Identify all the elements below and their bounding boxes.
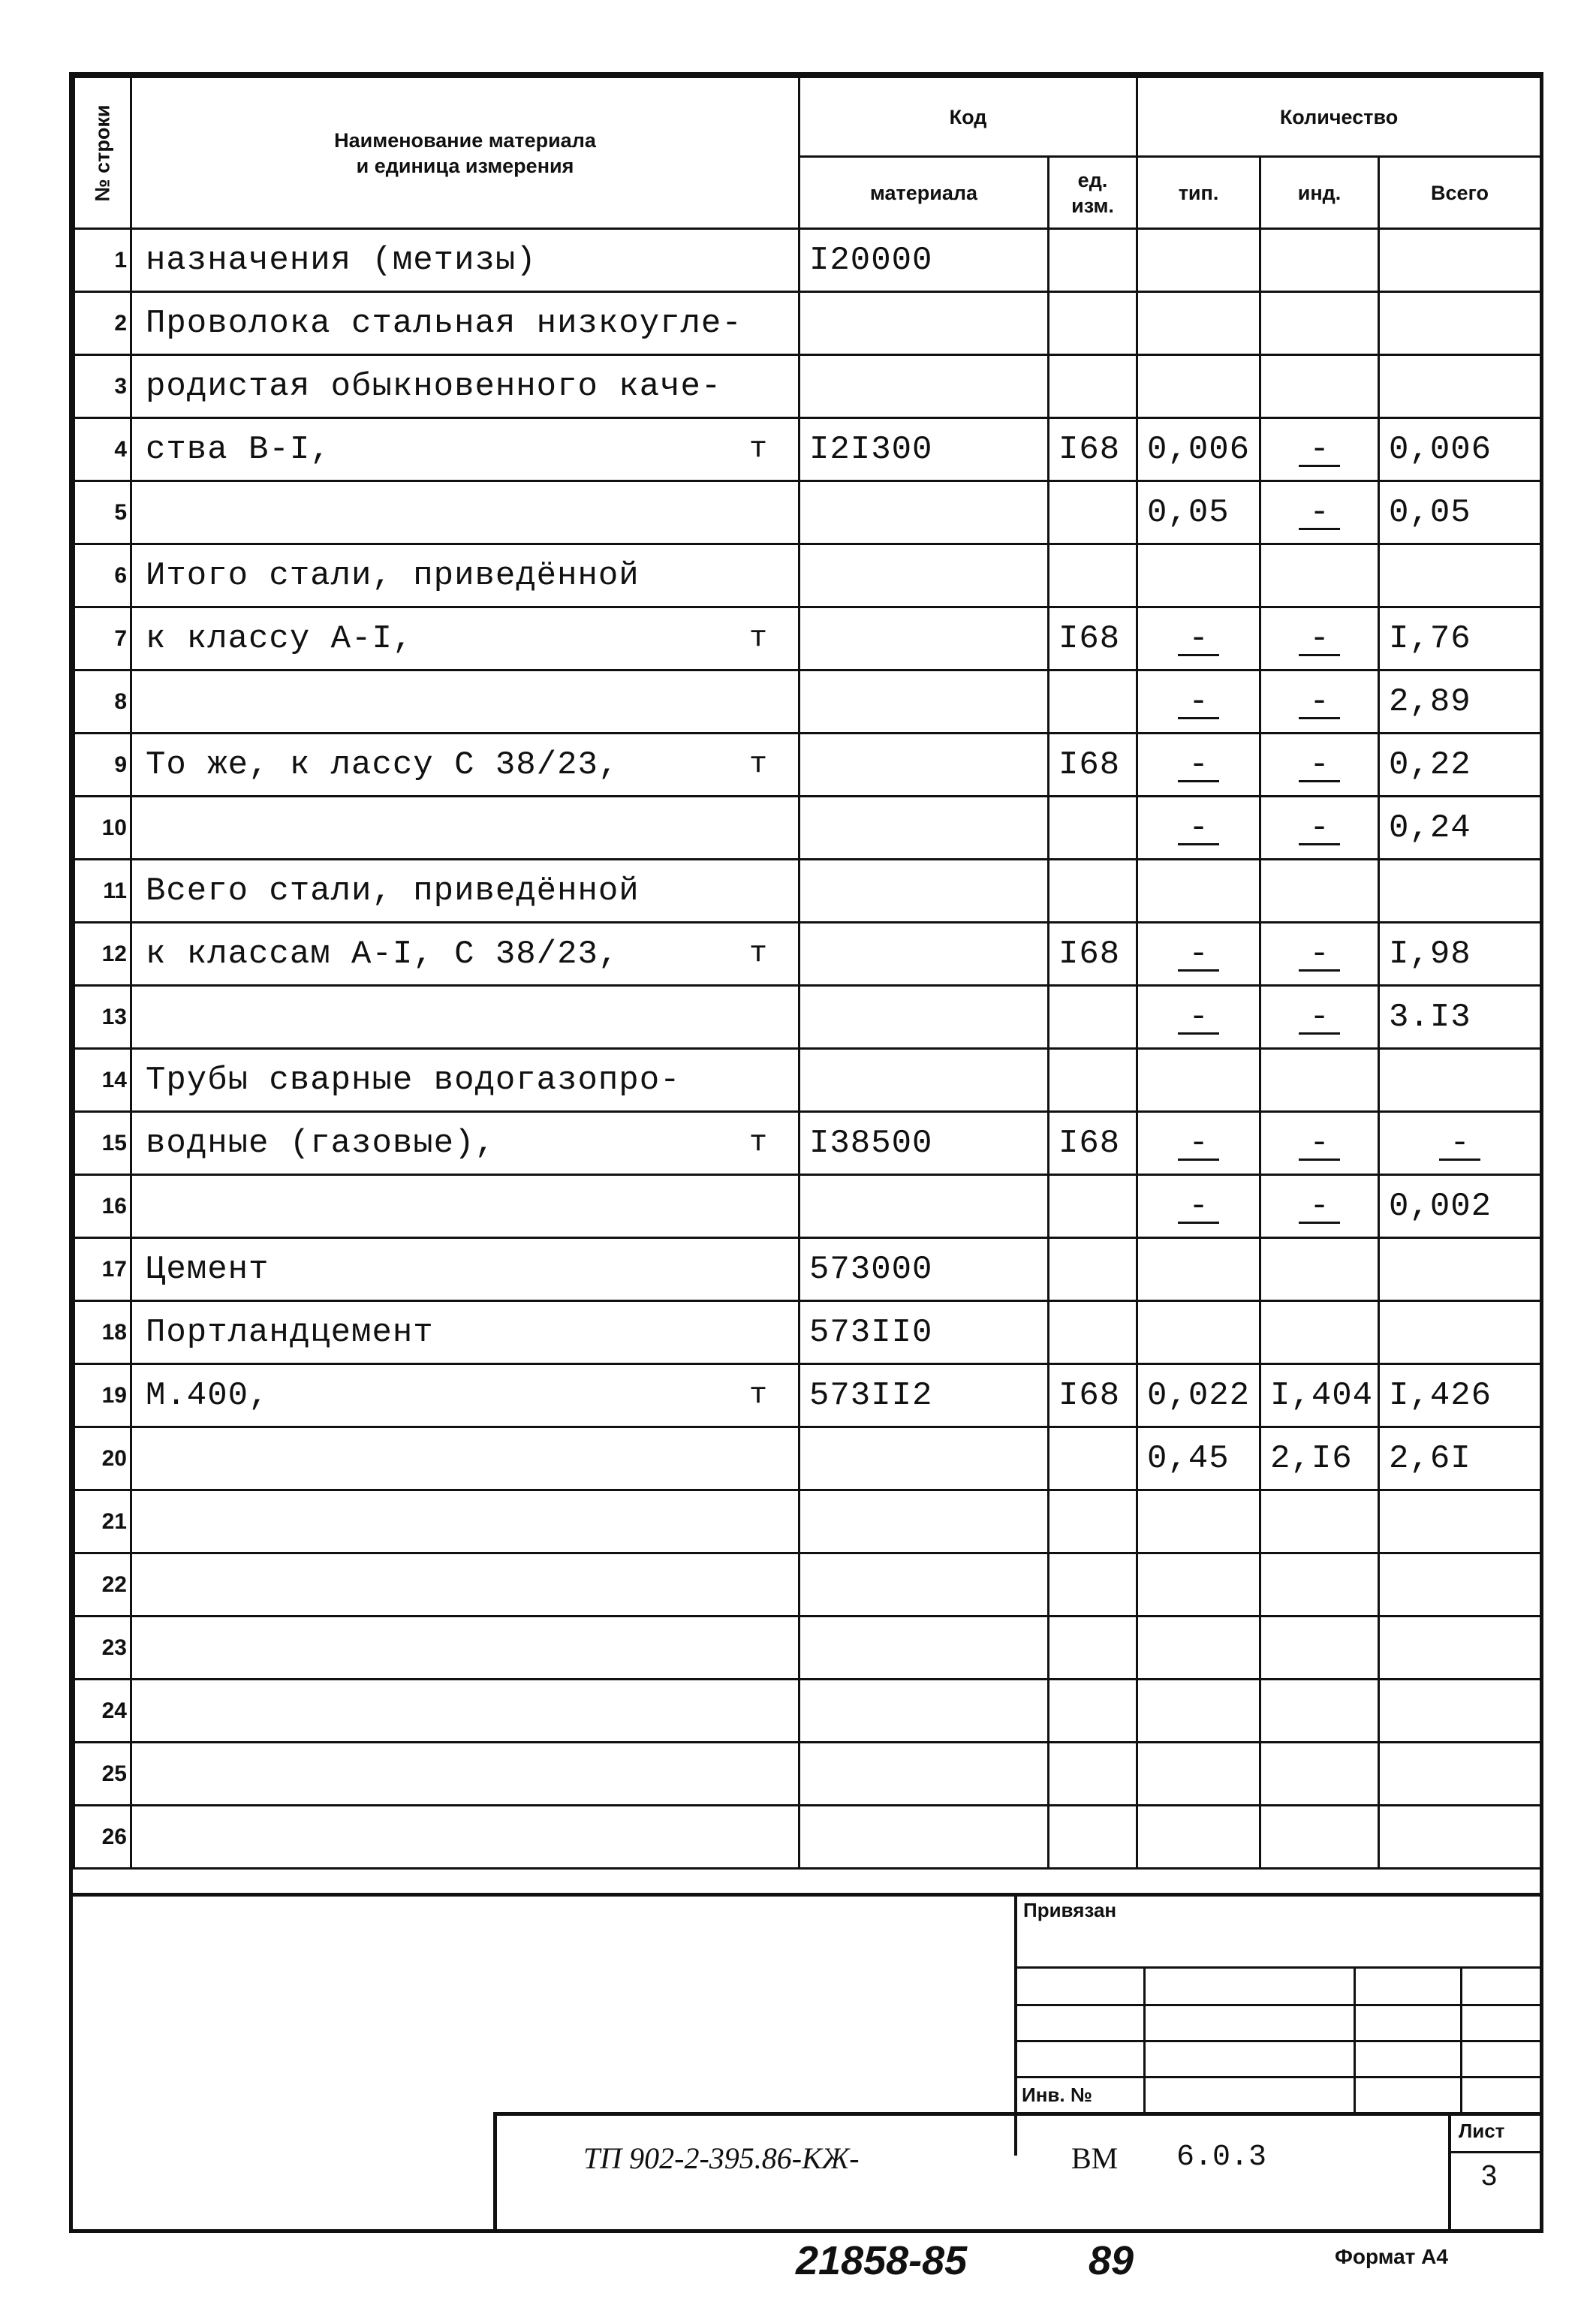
- table-row: [74, 1617, 1541, 1680]
- material-name: Всего стали, приведённой: [131, 860, 800, 923]
- typ-quantity: [1137, 1743, 1260, 1806]
- typ-quantity: [1137, 670, 1260, 734]
- dash-mark: -: [1299, 1192, 1339, 1224]
- total-quantity: [1379, 1680, 1541, 1743]
- ind-quantity: 2,I6: [1260, 1427, 1379, 1490]
- dash-mark: -: [1178, 624, 1218, 656]
- unit-code: [1049, 986, 1137, 1049]
- ind-quantity: [1260, 1238, 1379, 1301]
- section-number: 6.0.3: [1176, 2141, 1267, 2174]
- material-code: I38500: [800, 1112, 1049, 1175]
- table-row: [74, 1238, 1541, 1301]
- typ-quantity: [1137, 544, 1260, 607]
- typ-quantity: [1137, 860, 1260, 923]
- page-number: 89: [1089, 2238, 1134, 2283]
- row-number: 25: [74, 1743, 131, 1806]
- material-code: [800, 860, 1049, 923]
- total-quantity: [1379, 544, 1541, 607]
- unit-code: [1049, 1490, 1137, 1553]
- material-code: [800, 607, 1049, 670]
- unit-t-label: т: [748, 1126, 768, 1160]
- table-row: [74, 1743, 1541, 1806]
- dash-mark: -: [1299, 435, 1339, 467]
- typ-quantity: [1137, 1301, 1260, 1364]
- title-block-top-line: [73, 1893, 1540, 1897]
- ind-quantity: [1260, 544, 1379, 607]
- unit-code: I68: [1049, 734, 1137, 797]
- total-quantity: [1379, 229, 1541, 292]
- material-code: [800, 544, 1049, 607]
- total-quantity: [1379, 292, 1541, 355]
- total-quantity: 0,002: [1379, 1175, 1541, 1238]
- table-row: [74, 797, 1541, 860]
- row-number: 3: [74, 355, 131, 418]
- material-name: Цемент: [131, 1238, 800, 1301]
- table-row: [74, 1553, 1541, 1617]
- total-quantity: [1379, 1806, 1541, 1869]
- typ-quantity: 0,05: [1137, 481, 1260, 544]
- unit-code: [1049, 481, 1137, 544]
- table-row: [74, 292, 1541, 355]
- total-quantity: [1379, 355, 1541, 418]
- row-number-header: № строки: [74, 77, 131, 229]
- row-number: 9: [74, 734, 131, 797]
- material-code: [800, 1427, 1049, 1490]
- material-name: назначения (метизы): [131, 229, 800, 292]
- ind-quantity: [1260, 1806, 1379, 1869]
- unit-code: [1049, 1680, 1137, 1743]
- typ-quantity: [1137, 1112, 1260, 1175]
- sheet-label: Лист: [1459, 2120, 1505, 2142]
- table-row: [74, 1427, 1541, 1490]
- material-name: Портландцемент: [131, 1301, 800, 1364]
- total-quantity: 0,24: [1379, 797, 1541, 860]
- vm-label: ВМ: [1071, 2141, 1119, 2175]
- total-quantity: [1379, 1238, 1541, 1301]
- dash-mark: -: [1178, 939, 1218, 972]
- ind-quantity: [1260, 292, 1379, 355]
- document-sheet: [69, 72, 1543, 2233]
- material-name: [131, 1680, 800, 1743]
- ind-quantity: [1260, 670, 1379, 734]
- material-name-text: То же, к лассу С 38/23,: [146, 746, 619, 784]
- unit-code: [1049, 797, 1137, 860]
- material-name: [131, 1490, 800, 1553]
- material-code: I2I300: [800, 418, 1049, 481]
- total-quantity: 2,6I: [1379, 1427, 1541, 1490]
- total-quantity: 3.I3: [1379, 986, 1541, 1049]
- material-name: [131, 607, 800, 670]
- table-row: [74, 923, 1541, 986]
- material-name: [131, 418, 800, 481]
- total-header: Всего: [1379, 157, 1541, 229]
- privyazan-label: Привязан: [1023, 1899, 1117, 1921]
- ind-quantity: [1260, 986, 1379, 1049]
- material-name: [131, 923, 800, 986]
- table-row: [74, 481, 1541, 544]
- dash-mark: -: [1178, 1002, 1218, 1035]
- material-code: [800, 1049, 1049, 1112]
- dash-mark: -: [1439, 1128, 1480, 1161]
- material-name: [131, 734, 800, 797]
- material-name: [131, 481, 800, 544]
- typ-quantity: [1137, 1490, 1260, 1553]
- ind-header: инд.: [1260, 157, 1379, 229]
- material-code: [800, 1175, 1049, 1238]
- unit-code: [1049, 544, 1137, 607]
- typ-quantity: [1137, 355, 1260, 418]
- material-code: 573000: [800, 1238, 1049, 1301]
- ind-quantity: [1260, 1175, 1379, 1238]
- unit-code: I68: [1049, 1112, 1137, 1175]
- dash-mark: -: [1178, 813, 1218, 845]
- material-code: [800, 986, 1049, 1049]
- material-code: [800, 1806, 1049, 1869]
- unit-code: [1049, 355, 1137, 418]
- sheet-box-divider: [1448, 2151, 1540, 2153]
- sheet-box-left: [1448, 2112, 1451, 2232]
- row-number: 5: [74, 481, 131, 544]
- typ-quantity: [1137, 1553, 1260, 1617]
- typ-quantity: [1137, 292, 1260, 355]
- row-number: 4: [74, 418, 131, 481]
- row-number: 1: [74, 229, 131, 292]
- ind-quantity: [1260, 734, 1379, 797]
- dash-mark: -: [1178, 750, 1218, 782]
- typ-quantity: [1137, 1049, 1260, 1112]
- ind-quantity: [1260, 1490, 1379, 1553]
- inv-number-label: Инв. №: [1022, 2084, 1092, 2106]
- material-code: [800, 1680, 1049, 1743]
- table-row: [74, 1301, 1541, 1364]
- total-quantity: 0,22: [1379, 734, 1541, 797]
- row-number: 8: [74, 670, 131, 734]
- material-name: Проволока стальная низкоугле-: [131, 292, 800, 355]
- row-number: 22: [74, 1553, 131, 1617]
- document-code: ТП 902-2-395.86-КЖ-: [583, 2141, 860, 2175]
- ind-quantity: [1260, 607, 1379, 670]
- typ-quantity: [1137, 734, 1260, 797]
- unit-code: [1049, 1049, 1137, 1112]
- title-block-main-left: [493, 2112, 497, 2232]
- total-quantity: [1379, 860, 1541, 923]
- dash-mark: -: [1299, 498, 1339, 530]
- unit-code: [1049, 1617, 1137, 1680]
- title-block-main-line: [493, 2112, 1540, 2116]
- row-number: 20: [74, 1427, 131, 1490]
- sheet-number: 3: [1481, 2160, 1498, 2192]
- row-number: 21: [74, 1490, 131, 1553]
- typ-quantity: [1137, 607, 1260, 670]
- format-label: Формат А4: [1335, 2245, 1448, 2268]
- typ-quantity: [1137, 1806, 1260, 1869]
- typ-quantity: [1137, 1175, 1260, 1238]
- unit-header: ед. изм.: [1049, 157, 1137, 229]
- code-header: Код: [800, 77, 1137, 157]
- material-name: [131, 670, 800, 734]
- unit-code: [1049, 860, 1137, 923]
- dash-mark: -: [1299, 1002, 1339, 1035]
- dash-mark: -: [1299, 813, 1339, 845]
- table-row: [74, 1175, 1541, 1238]
- typ-quantity: 0,45: [1137, 1427, 1260, 1490]
- table-row: [74, 1049, 1541, 1112]
- unit-t-label: т: [748, 1378, 768, 1412]
- total-quantity: 0,05: [1379, 481, 1541, 544]
- material-name: [131, 1175, 800, 1238]
- dash-mark: -: [1178, 1192, 1218, 1224]
- material-code: [800, 1617, 1049, 1680]
- ind-quantity: [1260, 481, 1379, 544]
- ind-quantity: [1260, 1301, 1379, 1364]
- ind-quantity: [1260, 1553, 1379, 1617]
- material-code-header: материала: [800, 157, 1049, 229]
- material-name: родистая обыкновенного каче-: [131, 355, 800, 418]
- row-number: 24: [74, 1680, 131, 1743]
- unit-code: [1049, 670, 1137, 734]
- row-number: 13: [74, 986, 131, 1049]
- typ-quantity: [1137, 986, 1260, 1049]
- material-name-text: ства В-I,: [146, 430, 331, 469]
- unit-code: [1049, 1238, 1137, 1301]
- table-row: [74, 607, 1541, 670]
- material-name: [131, 1806, 800, 1869]
- row-number: 17: [74, 1238, 131, 1301]
- typ-quantity: [1137, 1680, 1260, 1743]
- unit-code: [1049, 1806, 1137, 1869]
- dash-mark: -: [1299, 687, 1339, 719]
- total-quantity: [1379, 1743, 1541, 1806]
- row-number: 26: [74, 1806, 131, 1869]
- table-row: [74, 1806, 1541, 1869]
- unit-code: [1049, 1427, 1137, 1490]
- material-name-text: к классам А-I, С 38/23,: [146, 935, 619, 973]
- unit-t-label: т: [748, 432, 768, 466]
- title-block-vline-1: [1143, 1966, 1146, 2112]
- table-row: [74, 1364, 1541, 1427]
- table-row: [74, 229, 1541, 292]
- unit-code: [1049, 1553, 1137, 1617]
- row-number: 11: [74, 860, 131, 923]
- total-quantity: [1379, 1490, 1541, 1553]
- unit-code: I68: [1049, 923, 1137, 986]
- material-code: [800, 1743, 1049, 1806]
- total-quantity: I,76: [1379, 607, 1541, 670]
- ind-quantity: [1260, 1112, 1379, 1175]
- title-block-divider: [1014, 1893, 1017, 2156]
- table-row: [74, 734, 1541, 797]
- material-name-text: М.400,: [146, 1376, 270, 1415]
- table-row: [74, 986, 1541, 1049]
- ind-quantity: [1260, 1680, 1379, 1743]
- total-quantity: [1379, 1553, 1541, 1617]
- ind-quantity: I,404: [1260, 1364, 1379, 1427]
- material-name-header: Наименование материала и единица измерения: [131, 77, 800, 229]
- material-name: [131, 1553, 800, 1617]
- unit-code: I68: [1049, 607, 1137, 670]
- row-number: 12: [74, 923, 131, 986]
- ind-quantity: [1260, 1617, 1379, 1680]
- material-code: I20000: [800, 229, 1049, 292]
- material-name-text: к классу А-I,: [146, 619, 414, 658]
- material-name: Трубы сварные водогазопро-: [131, 1049, 800, 1112]
- ind-quantity: [1260, 1743, 1379, 1806]
- unit-t-label: т: [748, 937, 768, 971]
- typ-quantity: [1137, 1238, 1260, 1301]
- ind-quantity: [1260, 923, 1379, 986]
- table-row: [74, 1112, 1541, 1175]
- material-code: [800, 1490, 1049, 1553]
- unit-code: [1049, 1175, 1137, 1238]
- table-row: [74, 1490, 1541, 1553]
- typ-quantity: 0,022: [1137, 1364, 1260, 1427]
- total-quantity: [1379, 1049, 1541, 1112]
- ind-quantity: [1260, 1049, 1379, 1112]
- typ-quantity: [1137, 1617, 1260, 1680]
- row-number: 23: [74, 1617, 131, 1680]
- ind-quantity: [1260, 355, 1379, 418]
- material-code: 573II2: [800, 1364, 1049, 1427]
- material-code: [800, 923, 1049, 986]
- table-row: [74, 544, 1541, 607]
- unit-code: [1049, 229, 1137, 292]
- total-quantity: 0,006: [1379, 418, 1541, 481]
- material-code: [800, 292, 1049, 355]
- material-name: [131, 797, 800, 860]
- table-row: [74, 1680, 1541, 1743]
- unit-t-label: т: [748, 622, 768, 655]
- table-row: [74, 418, 1541, 481]
- total-quantity: [1379, 1617, 1541, 1680]
- material-name: [131, 1427, 800, 1490]
- table-row: [74, 355, 1541, 418]
- typ-header: тип.: [1137, 157, 1260, 229]
- dash-mark: -: [1178, 687, 1218, 719]
- unit-code: [1049, 1301, 1137, 1364]
- ind-quantity: [1260, 229, 1379, 292]
- material-name: [131, 986, 800, 1049]
- unit-code: I68: [1049, 1364, 1137, 1427]
- row-number: 7: [74, 607, 131, 670]
- dash-mark: -: [1178, 1128, 1218, 1161]
- unit-code: [1049, 292, 1137, 355]
- total-quantity: I,98: [1379, 923, 1541, 986]
- materials-table: [73, 76, 1542, 1870]
- ind-quantity: [1260, 860, 1379, 923]
- typ-quantity: 0,006: [1137, 418, 1260, 481]
- row-number: 16: [74, 1175, 131, 1238]
- dash-mark: -: [1299, 939, 1339, 972]
- ind-quantity: [1260, 418, 1379, 481]
- typ-quantity: [1137, 923, 1260, 986]
- ind-quantity: [1260, 797, 1379, 860]
- material-name: [131, 1743, 800, 1806]
- row-number: 2: [74, 292, 131, 355]
- materials-rows: [74, 229, 1541, 1869]
- quantity-header: Количество: [1137, 77, 1541, 157]
- material-code: [800, 734, 1049, 797]
- dash-mark: -: [1299, 750, 1339, 782]
- title-block-vline-2: [1354, 1966, 1356, 2112]
- material-code: [800, 670, 1049, 734]
- typ-quantity: [1137, 797, 1260, 860]
- material-name: [131, 1112, 800, 1175]
- unit-t-label: т: [748, 748, 768, 782]
- total-quantity: [1379, 1112, 1541, 1175]
- unit-code: I68: [1049, 418, 1137, 481]
- dash-mark: -: [1299, 1128, 1339, 1161]
- material-name: Итого стали, приведённой: [131, 544, 800, 607]
- material-code: 573II0: [800, 1301, 1049, 1364]
- typ-quantity: [1137, 229, 1260, 292]
- material-name-text: водные (газовые),: [146, 1124, 495, 1162]
- total-quantity: 2,89: [1379, 670, 1541, 734]
- row-number: 6: [74, 544, 131, 607]
- dash-mark: -: [1299, 624, 1339, 656]
- material-code: [800, 481, 1049, 544]
- material-name: [131, 1364, 800, 1427]
- total-quantity: [1379, 1301, 1541, 1364]
- table-row: [74, 670, 1541, 734]
- table-row: [74, 860, 1541, 923]
- row-number: 18: [74, 1301, 131, 1364]
- row-number: 10: [74, 797, 131, 860]
- material-name: [131, 1617, 800, 1680]
- total-quantity: I,426: [1379, 1364, 1541, 1427]
- archive-stamp-number: 21858-85: [796, 2238, 968, 2283]
- row-number: 15: [74, 1112, 131, 1175]
- unit-code: [1049, 1743, 1137, 1806]
- row-number: 14: [74, 1049, 131, 1112]
- title-block-vline-3: [1460, 1966, 1462, 2112]
- material-code: [800, 797, 1049, 860]
- row-number: 19: [74, 1364, 131, 1427]
- material-code: [800, 1553, 1049, 1617]
- material-code: [800, 355, 1049, 418]
